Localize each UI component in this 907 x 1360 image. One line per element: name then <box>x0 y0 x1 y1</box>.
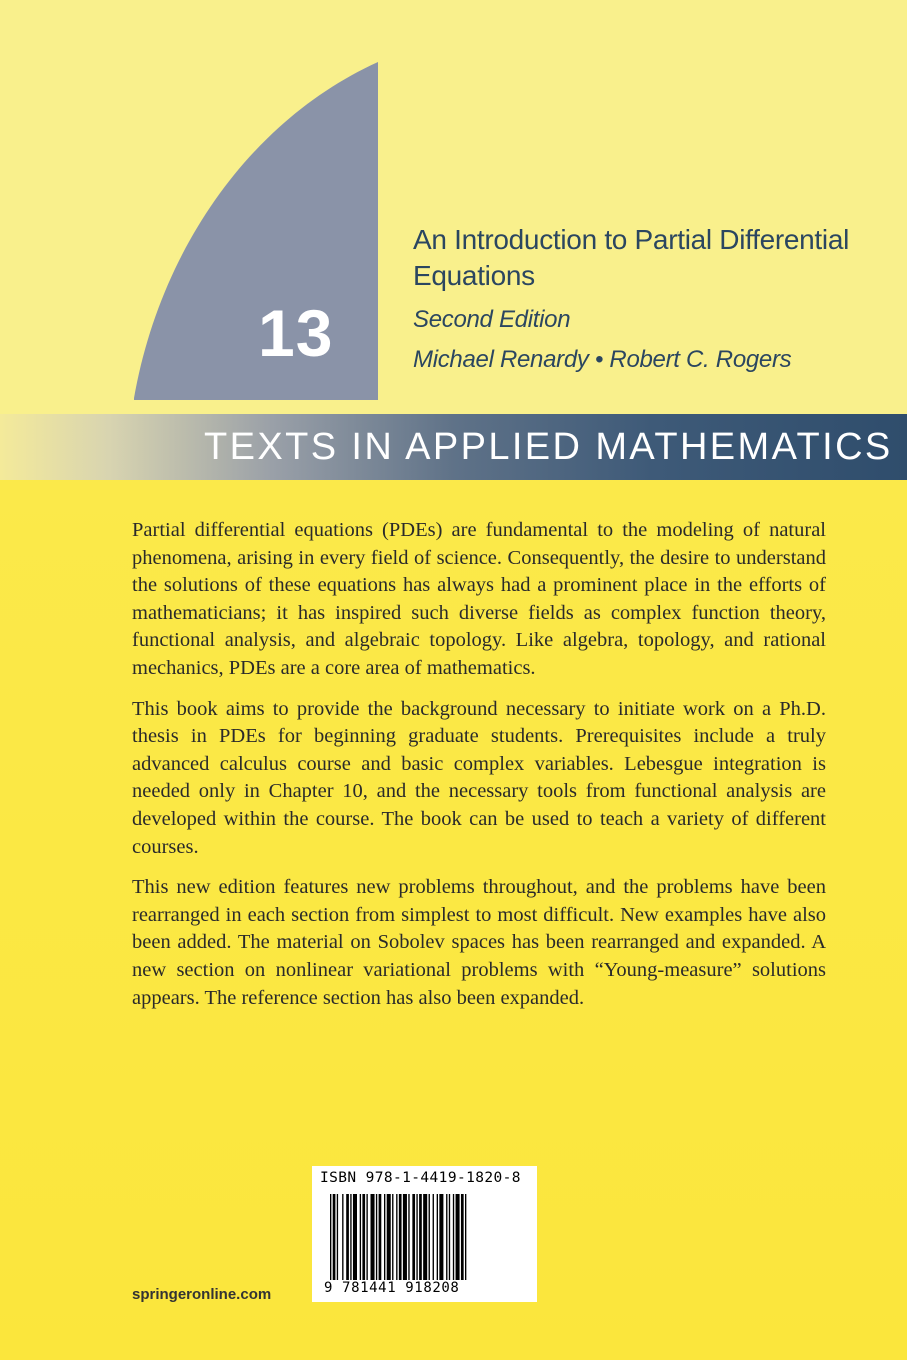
author-names: Michael Renardy • Robert C. Rogers <box>413 346 792 373</box>
barcode-bar <box>350 1194 351 1280</box>
barcode-bar <box>392 1194 393 1280</box>
barcode-bar <box>433 1194 434 1280</box>
barcode-bar <box>384 1194 385 1280</box>
book-title: An Introduction to Partial Differential Equations <box>413 224 850 291</box>
volume-number: 13 <box>258 296 334 370</box>
barcode-bar <box>456 1194 460 1280</box>
barcode-bar <box>333 1194 336 1280</box>
barcode-bar <box>396 1194 397 1280</box>
barcode-bar <box>330 1194 331 1280</box>
blurb-text <box>132 517 826 1025</box>
barcode-bar <box>403 1194 407 1280</box>
barcode-bar <box>399 1194 402 1280</box>
barcode-bar <box>346 1194 349 1280</box>
title-block <box>413 222 873 374</box>
barcode-bar <box>379 1194 382 1280</box>
isbn-label: ISBN 978-1-4419-1820-8 <box>320 1170 521 1186</box>
barcode-bar <box>423 1194 427 1280</box>
barcode-bar <box>453 1194 454 1280</box>
barcode-bar <box>387 1194 391 1280</box>
blurb-paragraph: This new edition features new problems throughout, and the problems have been rearranged in each section from simplest to most difficult. New examples have also been added. The material on Sobolev spaces has been rearranged and expanded. A new section on nonlinear variational problems with “Young-measure” solutions appears. The reference section has also been expanded. <box>132 876 826 1009</box>
blurb-paragraph: Partial differential equations (PDEs) are fundamental to the modeling of natural phenomena, arising in every field of science. Consequently, the desire to understand the solutions of these equations has always had a prominent place in the efforts of mathematicians; it has inspired such diverse fields as complex function theory, functional analysis, and algebraic topology. Like algebra, topology, and rational mechanics, PDEs are a core area of mathematics. <box>132 519 826 679</box>
barcode-bar <box>446 1194 447 1280</box>
series-title: TEXTS IN APPLIED MATHEMATICS <box>204 426 893 468</box>
barcode-bar <box>337 1194 338 1280</box>
barcode-bar <box>360 1194 361 1280</box>
barcode-digits: 9 781441 918208 <box>324 1280 534 1296</box>
publisher-website: springeronline.com <box>132 1286 272 1303</box>
barcode-bar <box>437 1194 438 1280</box>
barcode-bar <box>429 1194 430 1280</box>
barcode-bar <box>376 1194 377 1280</box>
barcode-bar <box>412 1194 415 1280</box>
barcode-bar <box>366 1194 367 1280</box>
barcode-bar <box>461 1194 464 1280</box>
barcode-bar <box>362 1194 365 1280</box>
barcode-bar <box>449 1194 450 1280</box>
edition-label: Second Edition <box>413 306 571 333</box>
barcode-bar <box>419 1194 422 1280</box>
barcode-bar <box>342 1194 343 1280</box>
barcode-bar <box>465 1194 466 1280</box>
blurb-paragraph: This book aims to provide the background necessary to initiate work on a Ph.D. thesis in PDEs for beginning graduate students. Prerequisites include a truly advanced calculus course and basic complex variables. Lebesgue integration is needed only in Chapter 10, and the necessary tools from functional analysis are developed within the course. The book can be used to teach a variety of different courses. <box>132 697 826 858</box>
barcode <box>312 1166 537 1302</box>
barcode-bar <box>416 1194 417 1280</box>
barcode-bar <box>371 1194 375 1280</box>
barcode-bar <box>408 1194 409 1280</box>
barcode-bar <box>439 1194 443 1280</box>
barcode-bar <box>353 1194 357 1280</box>
